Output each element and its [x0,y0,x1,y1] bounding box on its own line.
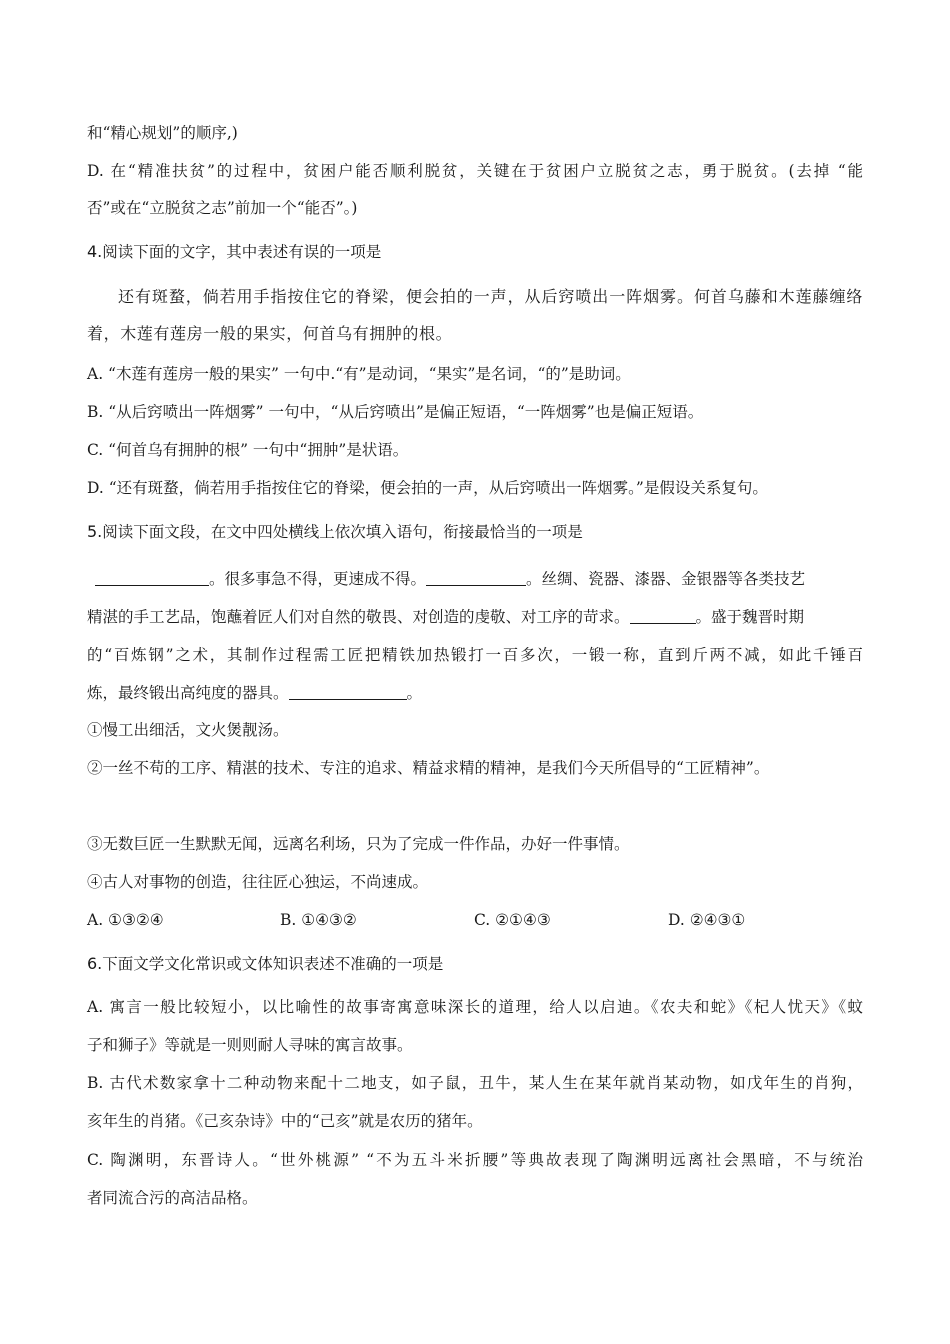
question-4-stem [87,242,381,262]
blank-4 [289,683,407,700]
option-a: A. ①③②④ [87,911,164,929]
option-c: C. ②①④③ [474,911,551,929]
passage-line: 。很多事急不得，更速成不得。 。丝绸、瓷器、漆器、金银器等各类技艺 [95,569,805,589]
passage-line: 的“百炼钢”之术，其制作过程需工匠把精铁加热锻打一百多次，一锻一称，直到斤两不减，如此千锤百 [87,646,863,664]
sentence-4: ④古人对事物的创造，往往匠心独运，不尚速成。 [87,873,429,891]
option-b: B. ①④③② [280,911,357,929]
passage-line: 着，木莲有莲房一般的果实，何首乌有拥肿的根。 [87,324,453,343]
sentence-3: ③无数巨匠一生默默无闻，远离名利场，只为了完成一件作品，办好一件事情。 [87,835,630,853]
text-line: 和“精心规划”的顺序,) [87,124,238,142]
question-5-stem [87,522,583,542]
option-c-cont: 者同流合污的高洁品格。 [87,1189,258,1207]
text-line: D. 在“精准扶贫”的过程中，贫困户能否顺利脱贫，关键在于贫困户立脱贫之志，勇于脱贫。(去掉 “能 [87,162,863,180]
question-6-stem [87,954,443,974]
sentence-2: ②一丝不苟的工序、精湛的技术、专注的追求、精益求精的精神，是我们今天所倡导的“工匠精神”。 [87,759,770,777]
blank-3 [630,607,696,624]
question-text: 阅读下面文段，在文中四处横线上依次填入语句，衔接最恰当的一项是 [102,523,583,541]
option-a: A. “木莲有莲房一般的果实” 一句中.“有”是动词，“果实”是名词，“的”是助词。 [87,365,631,383]
question-number: 5. [87,522,103,541]
option-b-cont: 亥年生的肖猪。《己亥杂诗》中的“己亥”就是农历的猪年。 [87,1112,483,1130]
question-number: 6. [87,954,103,973]
question-text: 阅读下面的文字，其中表述有误的一项是 [102,243,382,261]
option-c: C. “何首乌有拥肿的根” 一句中“拥肿”是状语。 [87,441,409,459]
passage-line: 还有斑蝥，倘若用手指按住它的脊梁，便会拍的一声，从后窍喷出一阵烟雾。何首乌藤和木莲藤缠络 [118,287,863,306]
option-d: D. “还有斑蝥，倘若用手指按住它的脊梁，便会拍的一声，从后窍喷出一阵烟雾。”是假设关系复句。 [87,479,768,497]
text-line: 否”或在“立脱贫之志”前加一个“能否”。) [87,199,358,217]
passage-line: 精湛的手工艺品，饱蘸着匠人们对自然的敬畏、对创造的虔敬、对工序的苛求。 。盛于魏晋时期 [87,608,805,626]
blank-2 [426,569,526,586]
passage-line: 炼，最终锻出高纯度的器具。 。 [87,684,423,702]
option-a: A. 寓言一般比较短小，以比喻性的故事寄寓意味深长的道理，给人以启迪。《农夫和蛇》《杞人忧天》《蚊 [87,998,863,1016]
question-number: 4. [87,242,103,261]
option-c: C. 陶渊明，东晋诗人。“世外桃源” “不为五斗米折腰”等典故表现了陶渊明远离社会黑暗，不与统治 [87,1151,863,1169]
option-b: B. 古代术数家拿十二种动物来配十二地支，如子鼠，丑牛，某人生在某年就肖某动物，如戊年生的肖狗， [87,1074,863,1092]
blank-1 [95,569,209,586]
option-a-cont: 子和狮子》等就是一则则耐人寻味的寓言故事。 [87,1036,413,1054]
question-text: 下面文学文化常识或文体知识表述不准确的一项是 [102,955,444,973]
option-b: B. “从后窍喷出一阵烟雾” 一句中，“从后窍喷出”是偏正短语，“一阵烟雾”也是偏正短语。 [87,403,704,421]
option-d: D. ②④③① [668,911,746,929]
sentence-1: ①慢工出细活，文火煲靓汤。 [87,721,289,739]
